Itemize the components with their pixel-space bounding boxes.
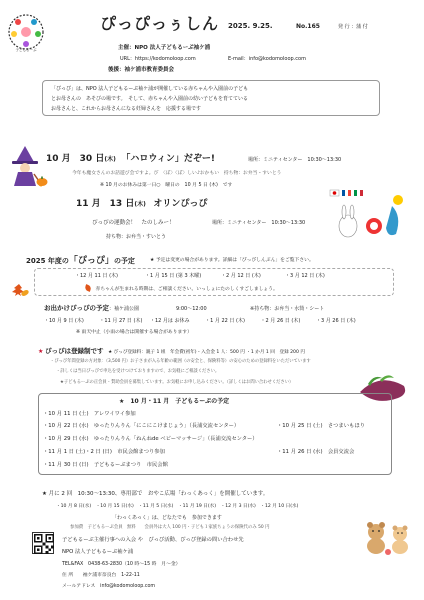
schedule-heading-year: 2025 年度の [26, 257, 69, 265]
maple-leaf-icon [84, 284, 92, 292]
footer-address: 住 所 袖ケ浦市奈良台 1-22-11 [62, 573, 140, 578]
outing-date-3: ・12 月は お休み [149, 318, 190, 324]
schedule-heading [26, 256, 135, 267]
outing-heading: お出かけぴっぴの予定 [44, 304, 109, 312]
event1-title: 「ハロウィン」だぞー! [121, 154, 215, 164]
event2-subtitle: ぴっぴの運動会！ たのしみー！ [92, 220, 175, 226]
outing-date-4: ・1 月 22 日 (木) [205, 318, 245, 324]
schedule-heading-name: 「ぴっぴ」 [68, 256, 114, 266]
qr-code-icon [34, 534, 54, 554]
loop-item-4-right: ・11 月 26 日 (水) 会員交流会 [277, 449, 355, 455]
issue-number: No.165 [296, 23, 320, 30]
footer-tel: TEL&FAX 0438-63-2830（10 時～15 時 月～金） [62, 562, 181, 567]
intro-line-1: 「ぴっぴ」は、NPO 法人子どもるーぷ袖ケ浦が開催している赤ちゃんや入園前の子ども [51, 86, 249, 92]
outing-date-6: ・3 月 26 日 (木) [315, 318, 356, 324]
logo-text: 子どもるーぷ [15, 48, 37, 52]
outing-date-1: ・10 月 9 日 (木) [44, 318, 84, 324]
logo-icon [6, 12, 46, 52]
membership-detail: ★ ぴっぴ登録料：親子 1 組 年会費(初年)・入会金 1 人：500 円 ・1 か月 1 回 登録 200 円 [108, 350, 305, 355]
event2-weekday: (木) [134, 201, 146, 208]
logo [6, 12, 46, 52]
outing-time: 9:00～12:00 [176, 306, 207, 312]
wakuwaku-sub: 「わっくあっく」は、どなたでも 参加できます [112, 515, 222, 521]
membership-line-4: ★子どもるーぷの正会員・賛助会員を募集しています。お気軽にお申し込みください。（詳しくはお問い合わせください） [60, 380, 294, 385]
membership-line-3: ・詳しくは当日ぴっぴで申込を受けつけておりますので、お気軽にご相談ください。 [56, 369, 220, 374]
loop-schedule-box [38, 393, 392, 475]
event2-title: オリンぴっぴ [153, 199, 208, 209]
flags-animals-icon [326, 186, 416, 244]
membership-line-2: ・ぴっぴ年間登録の方対象：（3,500 円）お子さまが入る年齢の範囲（の安全と、保険料等）の安心のための登録料をいただいています [50, 359, 311, 364]
event1-note: ※ 10 月のお休みは第一日○ 曜日の 10 月 5 日 (木) です [100, 183, 233, 188]
event2-bring: 持ち物：お弁当・すいとう [106, 234, 167, 240]
intro-line-3: お母さんと、これからお母さんになる妊婦さんを 応援する場です [51, 106, 202, 112]
schedule-date-1: ・12 月 11 日 (木) [75, 273, 118, 279]
wakuwaku-dates: ・10 月 8 日(水) ・10 月 15 日(水) ・11 月 5 日(水) ・11 月 19 日(水) ・12 月 3 日(水) ・12 月 10 日(水) [56, 504, 299, 509]
wakuwaku-fee: 参加費 子どもるーぷ会員 無料 会員外は大人 100 円・子ども１家族ちょうの保険代のみ 50 円 [70, 525, 270, 530]
loop-item-5: ・11 月 30 日 (日) 子どもるーぷまつり 市民会館 [43, 462, 168, 468]
host-url[interactable]: URL：https://kodomoloop.com [120, 56, 196, 62]
loop-schedule-heading: ★ 10 月・11 月 子どもるーぷの予定 [119, 398, 230, 405]
footer-org: NPO 法人子どもるーぷ袖ケ浦 [62, 549, 134, 555]
membership-heading: ぴっぴは登録制です [44, 347, 104, 355]
host-email[interactable]: E-mail：info@kodomoloop.com [228, 56, 306, 62]
event1-date: 10 月 30 日 [46, 154, 105, 164]
event1-place: 場所：ミニティセンター 10:30～13:30 [248, 157, 342, 163]
event1-desc: 今年も魔女さんのお話遊び会ですよ。ぴ 〈ぼ〉〈ぼ〉しい♪おかもい 持ち物：お弁当・すいとう [72, 171, 282, 176]
event2-place: 場所：ミニティセンター 10:30～13:30 [212, 220, 306, 226]
membership-row [38, 347, 305, 356]
schedule-date-4: ・3 月 12 日 (木) [285, 273, 325, 279]
event1-heading [46, 154, 215, 165]
pumpkin-illustration [36, 176, 48, 188]
host: 主催：NPO 法人子どもるーぷ袖ケ浦 [118, 45, 211, 51]
event2-heading [76, 199, 207, 210]
loop-item-2: ・10 月 22 日 (水) ゆったりんりん「にこにこけまじょう」（長浦交流センター） [43, 423, 240, 429]
loop-item-3: ・10 月 29 日 (水) ゆったりんりん「ねんねde ベビーマッサージ」（長浦交流センター） [43, 436, 258, 442]
outing-dates [44, 318, 356, 324]
schedule-maple-note: 赤ちゃんが生まれる時期は、ご相談ください。いっしょにたのしくすごしましょう。 [85, 285, 278, 292]
footer-mail[interactable]: メールアドレス info@kodomoloop.com [62, 584, 156, 589]
schedule-date-2: ・1 月 15 日 (第 3 木曜) [145, 273, 202, 279]
outing-heading-row [44, 304, 139, 312]
autumn-leaves-icon [10, 282, 30, 298]
footer-lead: 子どもるーぷ主催行事への入会 や ぴっぴ活動、ぴっぴ登録の問い合わせ先 [62, 537, 244, 543]
outing-rain-note: ※ 雨天中止（小雨の場合は開催する場合があります） [76, 330, 192, 335]
event2-date: 11 月 13 日 [76, 199, 135, 209]
event1-weekday: (木) [104, 156, 116, 163]
intro-line-2: とお母さんの あそびの場です。 そして、赤ちゃんや入園前の幼い子どもを育てている [51, 96, 249, 102]
schedule-note: ★ 予定は変更の場合があります。詳細は「ぴっぴしんぶん」をご覧下さい。 [150, 258, 314, 263]
autumn-leaves [10, 282, 30, 300]
wakuwaku-heading: ★ 月に 2 回 10:30～13:30、専用部で おやこ広場「わっくあっく」を開催しています。 [42, 491, 269, 497]
loop-item-1: ・10 月 11 日 (土) アレワイワイ参加 [43, 411, 136, 417]
bears-illustration [362, 518, 416, 558]
page-title: ぴっぴっぅしん [100, 14, 220, 33]
sports-illustration [326, 186, 416, 246]
intro-box [42, 80, 380, 116]
outing-bring: ※持ち物：お弁当・水筒・シート [250, 306, 325, 312]
membership-star-icon: ★ [38, 348, 44, 355]
issue-date: 2025. 9.25. [228, 22, 273, 30]
outing-date-2: ・11 月 27 日 (木) [99, 318, 143, 324]
outing-place: ：袖ケ浦公園 [109, 306, 140, 312]
schedule-date-3: ・2 月 12 日 (木) [221, 273, 261, 279]
loop-item-4: ・11 月 1 日 (土)・2 日 (日) 市民会館まつり参加 [43, 449, 165, 455]
schedule-box [34, 268, 394, 296]
issue-note: 発 行 ：蒲 付 [338, 24, 368, 30]
loop-item-2-right: ・10 月 25 日 (土) さつまいもほり [277, 423, 365, 429]
schedule-heading-suffix: の予定 [113, 257, 135, 265]
qr-code[interactable] [32, 532, 54, 554]
support: 後援：袖ケ浦市教育委員会 [108, 67, 175, 73]
outing-date-5: ・2 月 26 日 (木) [260, 318, 301, 324]
bears-icon [362, 518, 416, 556]
pumpkin-icon [36, 176, 48, 186]
